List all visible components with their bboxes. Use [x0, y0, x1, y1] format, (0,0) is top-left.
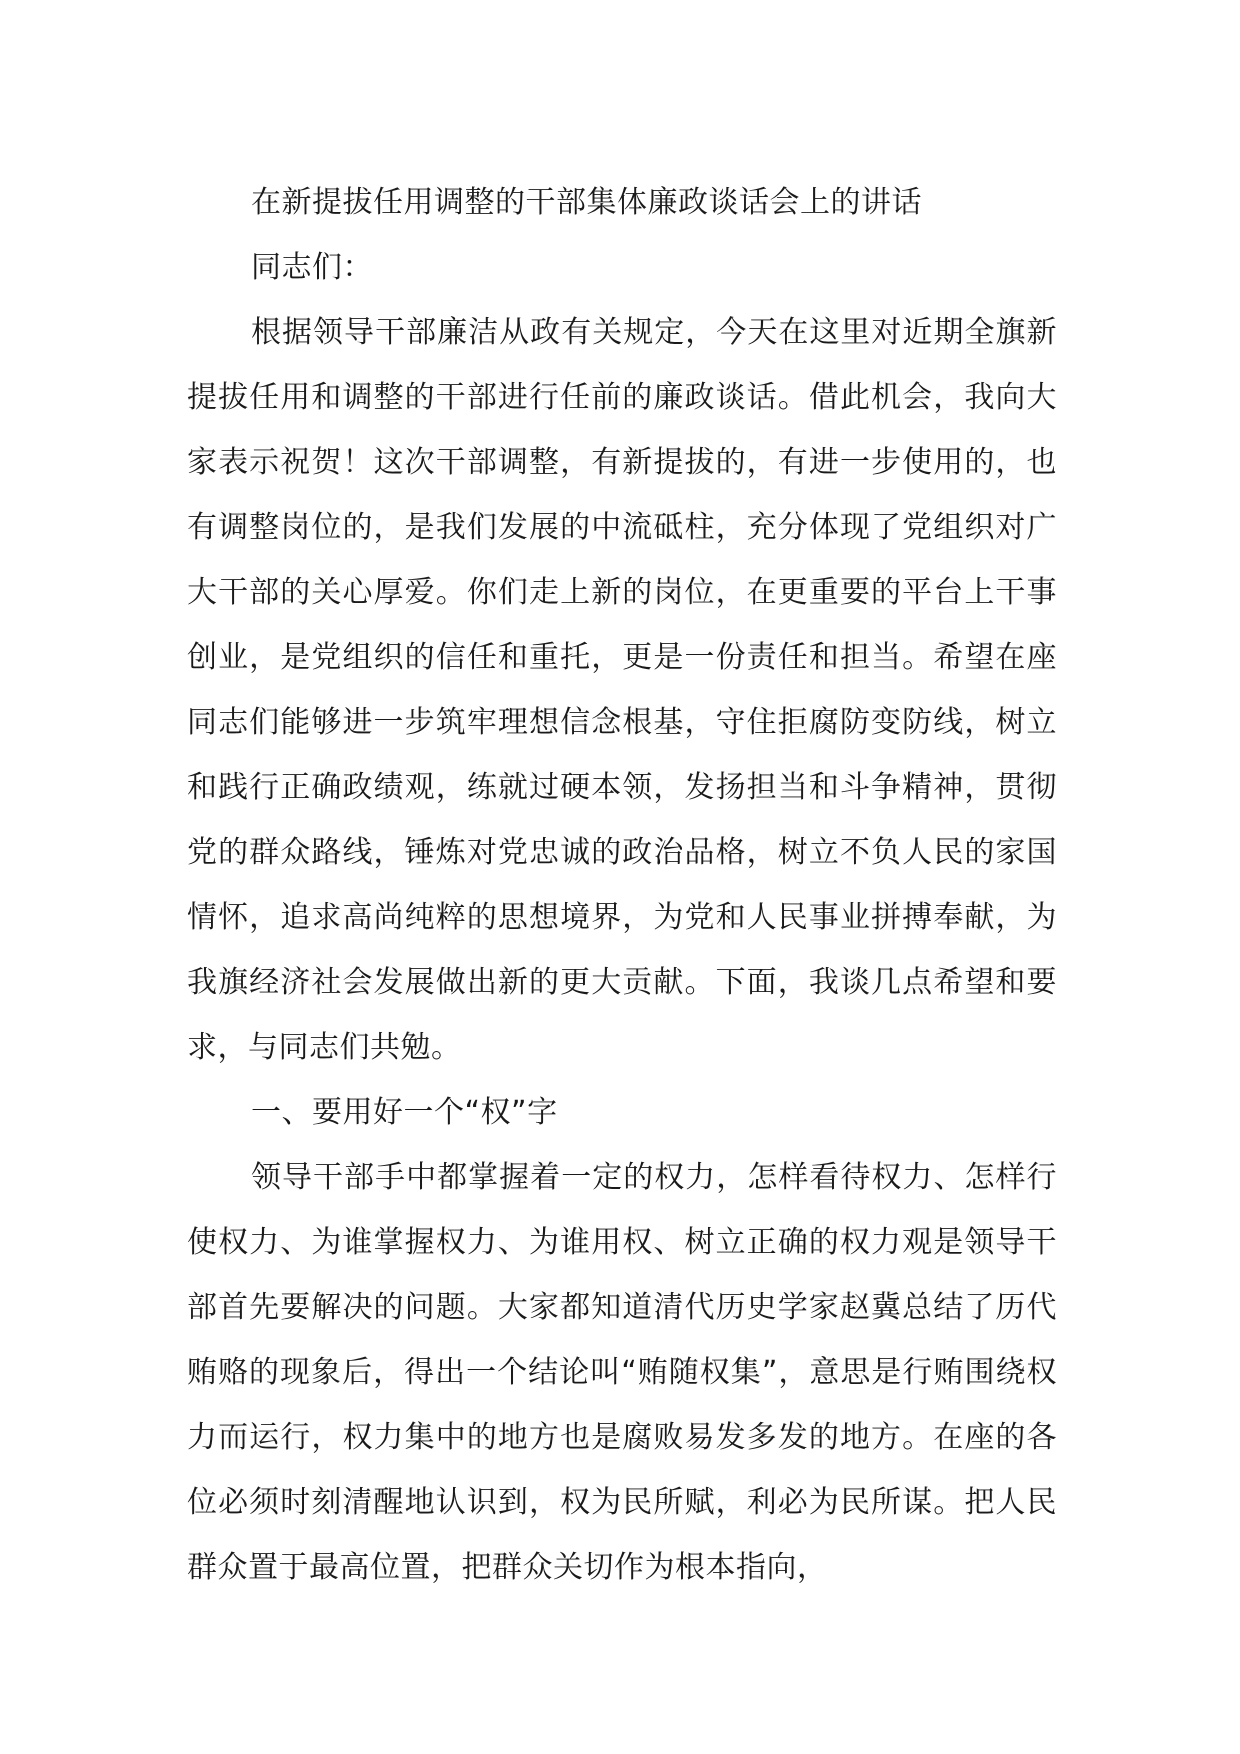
section-heading: 一、要用好一个“权”字 [251, 1095, 558, 1130]
speech-title: 在新提拔任用调整的干部集体廉政谈话会上的讲话 [251, 185, 922, 220]
section-paragraph: 领导干部手中都掌握着一定的权力，怎样看待权力、怎样行使权力、为谁掌握权力、为谁用权、树立正确的权力观是领导干部首先要解决的问题。大家都知道清代历史学家赵冀总结了历代贿赂的现象后，得出一个结论叫“贿随权集”，意思是行贿围绕权力而运行，权力集中的地方也是腐败易发多发的地方。在座的各位必须时刻清醒地认识到，权为民所赋，利必为民所谋。把人民群众置于最高位置，把群众关切作为根本指向， [187, 1160, 1057, 1585]
salutation: 同志们： [251, 250, 373, 285]
document-body [187, 170, 1057, 1600]
intro-paragraph: 根据领导干部廉洁从政有关规定，今天在这里对近期全旗新提拔任用和调整的干部进行任前的廉政谈话。借此机会，我向大家表示祝贺！这次干部调整，有新提拔的，有进一步使用的，也有调整岗位的，是我们发展的中流砥柱，充分体现了党组织对广大干部的关心厚爱。你们走上新的岗位，在更重要的平台上干事创业，是党组织的信任和重托，更是一份责任和担当。希望在座同志们能够进一步筑牢理想信念根基，守住拒腐防变防线，树立和践行正确政绩观，练就过硬本领，发扬担当和斗争精神，贯彻党的群众路线，锤炼对党忠诚的政治品格，树立不负人民的家国情怀，追求高尚纯粹的思想境界，为党和人民事业拼搏奉献，为我旗经济社会发展做出新的更大贡献。下面，我谈几点希望和要求，与同志们共勉。 [187, 315, 1057, 1065]
